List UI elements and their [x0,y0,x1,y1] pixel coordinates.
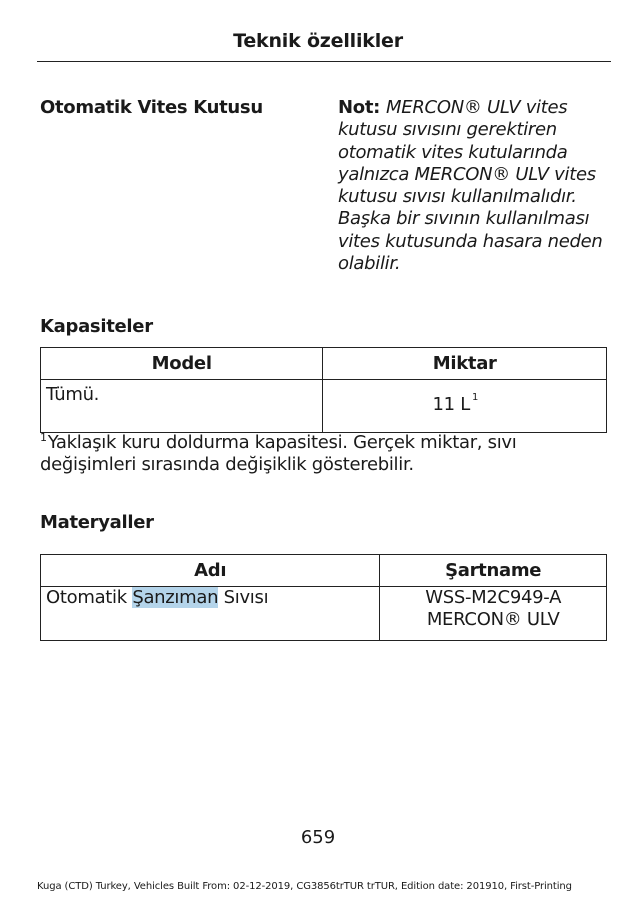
highlighted-text-selection[interactable]: Şanzıman [132,587,219,608]
page-header-title: Teknik özellikler [233,30,403,52]
quantity-column-header: Miktar [323,348,607,380]
table-row [41,380,607,433]
quantity-value: 11 L [432,394,470,415]
materials-table [40,554,607,641]
quantity-cell [323,380,607,433]
footnote-number: 1 [40,431,47,444]
document-footer: Kuga (CTD) Turkey, Vehicles Built From: 02-12-2019, CG3856trTUR trTUR, Edition date: 201910, First-Printing [37,881,572,892]
spec-line-2: MERCON® ULV [426,609,560,630]
material-name-end: Sıvısı [218,587,269,608]
table-row [41,587,607,641]
capacities-table [40,347,607,433]
transmission-note [338,97,608,275]
materials-header-row [41,555,607,587]
footnote-reference: 1 [471,392,478,403]
note-text: MERCON® ULV vites kutusu sıvısını gerektiren otomatik vites kutularında yalnızca MERCON® ULV vites kutusu sıvısı kullanılmalıdır. Başka bir sıvının kullanılması vites kutusunda hasara neden olabilir. [338,97,603,275]
transmission-section-title: Otomatik Vites Kutusu [40,97,263,118]
specification-column-header: Şartname [380,555,607,587]
material-name-cell [41,587,380,641]
page-number: 659 [300,827,336,848]
model-cell: Tümü. [41,380,323,433]
model-column-header: Model [41,348,323,380]
capacities-header-row [41,348,607,380]
materials-section-title: Materyaller [40,512,154,533]
footnote-text: Yaklaşık kuru doldurma kapasitesi. Gerçek miktar, sıvı değişimleri sırasında değişiklik gösterebilir. [40,432,517,476]
note-label: Not: [338,97,381,118]
spec-line-1: WSS-M2C949-A [425,587,562,608]
material-name-start: Otomatik [46,587,133,608]
capacities-section-title: Kapasiteler [40,316,153,337]
name-column-header: Adı [41,555,380,587]
capacity-footnote [40,427,610,477]
material-specification-cell [380,587,607,641]
header-divider [37,61,611,62]
